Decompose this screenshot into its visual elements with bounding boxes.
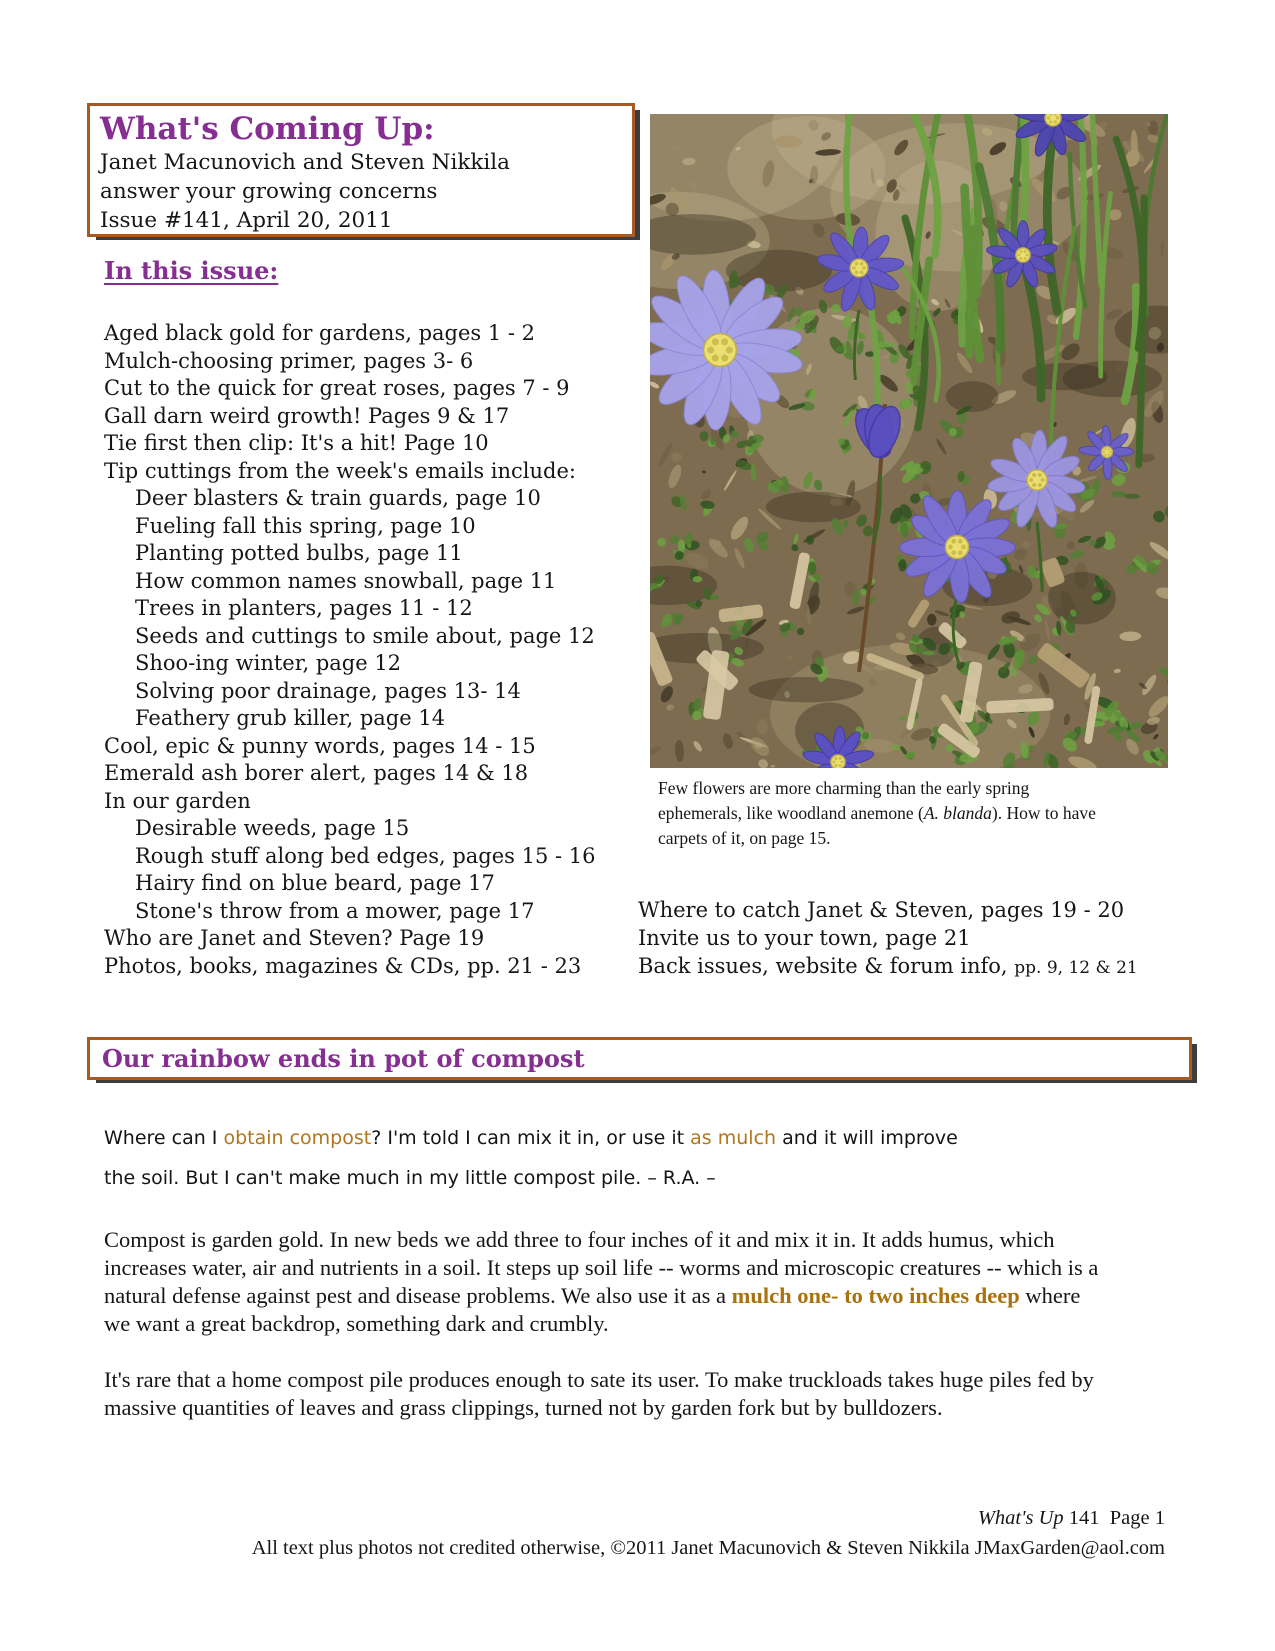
paragraph: It's rare that a home compost pile produces enough to sate its user. To make truckloads takes huge piles fed by massive quantities of leaves and grass clippings, turned not by garden fork but by bulldozers. xyxy=(104,1367,1094,1420)
toc-item: Planting potted bulbs, page 11 xyxy=(135,541,463,565)
toc-item: Seeds and cuttings to smile about, page 12 xyxy=(135,623,595,648)
toc-item: Mulch-choosing primer, pages 3- 6 xyxy=(104,348,474,373)
toc-item: Emerald ash borer alert, pages 14 & 18 xyxy=(104,761,529,785)
photo-caption xyxy=(658,776,1104,851)
caption-text: Few flowers are more charming than the early spring ephemerals, like woodland anemone ( xyxy=(658,778,1030,823)
byline-authors: Janet Macunovich and Steven Nikkila xyxy=(100,150,510,175)
question-line-1 xyxy=(104,1118,958,1158)
toc-item: Shoo-ing winter, page 12 xyxy=(135,651,402,675)
list-item-pages-small: pp. 9, 12 & 21 xyxy=(1014,958,1138,978)
question-text: and it will improve xyxy=(776,1127,958,1149)
toc-item: In our garden xyxy=(104,788,251,813)
question-highlight: as mulch xyxy=(690,1127,777,1149)
toc-item: Fueling fall this spring, page 10 xyxy=(135,513,476,538)
toc-item: Cool, epic & punny words, pages 14 - 15 xyxy=(104,733,536,758)
paragraph-text: Compost is garden gold. In new beds we add three to four inches of it and mix it in. It adds humus, which increases water, air and nutrients in a soil. It steps up soil life -- worms and microscopic creatures -- which is a natural defense against pest and disease problems. We also use it as a xyxy=(104,1227,1099,1308)
toc-item: Who are Janet and Steven? Page 19 xyxy=(104,926,485,950)
article-heading-box xyxy=(87,1037,1192,1080)
toc-item: How common names snowball, page 11 xyxy=(135,568,557,593)
question-highlight: obtain compost xyxy=(223,1127,372,1149)
toc-item: Photos, books, magazines & CDs, pp. 21 - 23 xyxy=(104,953,582,978)
toc-item: Tip cuttings from the week's emails include: xyxy=(104,458,576,483)
paragraph xyxy=(104,1226,1109,1338)
masthead-box xyxy=(87,103,635,237)
toc-item: Desirable weeds, page 15 xyxy=(135,816,410,840)
toc-item: Solving poor drainage, pages 13- 14 xyxy=(135,678,521,703)
toc-item: Feathery grub killer, page 14 xyxy=(135,706,446,730)
toc-item: Deer blasters & train guards, page 10 xyxy=(135,486,541,510)
photo-art xyxy=(650,114,1168,768)
reader-question xyxy=(104,1118,958,1198)
toc-item: Hairy find on blue beard, page 17 xyxy=(135,871,495,895)
caption-text: ). How to have carpets of it, on page 15. xyxy=(658,803,1096,848)
footer-page-rest: 141 Page 1 xyxy=(1063,1507,1165,1529)
caption-species-italic: A. blanda xyxy=(923,803,992,823)
byline-tagline: answer your growing concerns xyxy=(100,179,438,204)
toc-item: Aged black gold for gardens, pages 1 - 2 xyxy=(104,321,536,345)
footer-page-number xyxy=(265,1503,1165,1533)
toc-item: Trees in planters, pages 11 - 12 xyxy=(135,596,473,620)
newsletter-title: What's Coming Up: xyxy=(100,111,435,147)
footer-title-italic: What's Up xyxy=(977,1507,1064,1529)
list-item-text: Back issues, website & forum info, xyxy=(638,954,1015,978)
toc-item: Stone's throw from a mower, page 17 xyxy=(135,898,535,923)
article-body xyxy=(104,1226,1109,1422)
issue-date: Issue #141, April 20, 2011 xyxy=(100,208,393,233)
paragraph-highlight: mulch one- to two inches deep xyxy=(731,1283,1020,1308)
toc-item: Tie first then clip: It's a hit! Page 10 xyxy=(104,431,489,455)
toc-item: Gall darn weird growth! Pages 9 & 17 xyxy=(104,403,510,428)
list-item xyxy=(638,952,1138,982)
photo-woodland-anemone xyxy=(650,114,1168,768)
toc-heading: In this issue: xyxy=(104,256,279,285)
footer-credits: All text plus photos not credited otherwise, ©2011 Janet Macunovich & Steven Nikkila JMaxGarden@aol.com xyxy=(251,1537,1165,1559)
list-item: Where to catch Janet & Steven, pages 19 - 20 xyxy=(638,898,1125,922)
question-text: ? I'm told I can mix it in, or use it xyxy=(371,1127,691,1149)
toc-item: Rough stuff along bed edges, pages 15 - 16 xyxy=(135,843,596,868)
list-item: Invite us to your town, page 21 xyxy=(638,926,971,950)
article-heading: Our rainbow ends in pot of compost xyxy=(102,1044,585,1073)
paragraph-text: where we want a great backdrop, something dark and crumbly. xyxy=(104,1283,1081,1336)
question-line-2: the soil. But I can't make much in my little compost pile. – R.A. – xyxy=(104,1167,716,1189)
toc-list xyxy=(104,320,596,980)
question-text: Where can I xyxy=(104,1127,224,1149)
toc-item: Cut to the quick for great roses, pages 7 - 9 xyxy=(104,376,570,400)
right-list xyxy=(638,896,1138,982)
